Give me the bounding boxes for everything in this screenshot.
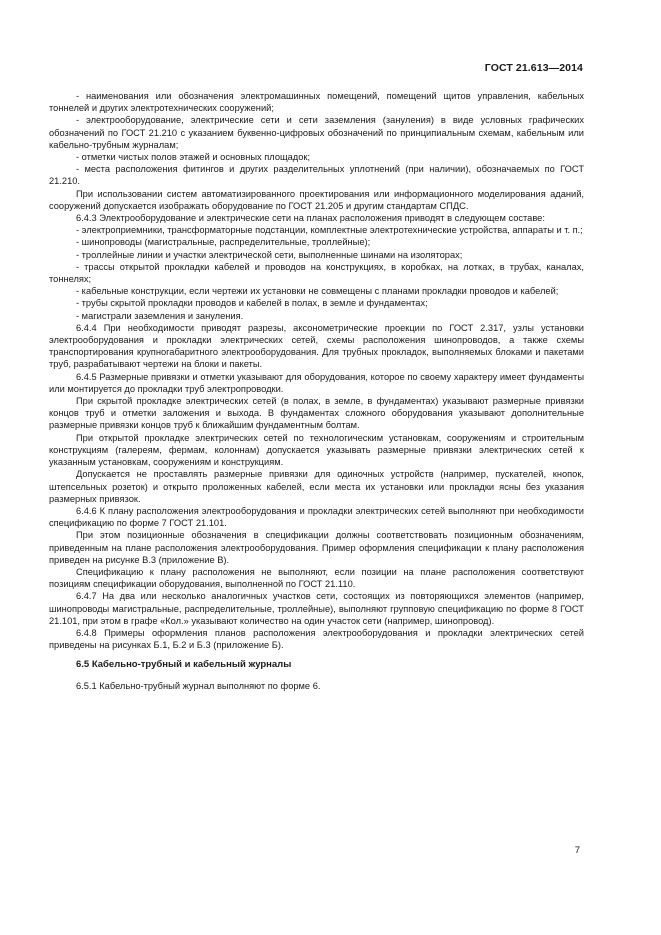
- paragraph: При использовании систем автоматизированного проектирования или информационного моделирования аданий, сооружений допускается изображать оборудование по ГОСТ 21.205 и другим стандартам СПДС.: [49, 188, 584, 211]
- list-item: - места расположения фитингов и других разделительных уплотнений (при наличии), обозначаемых по ГОСТ 21.210.: [49, 164, 584, 187]
- paragraph-6-4-5: 6.4.5 Размерные привязки и отметки указывают для оборудования, которое по своему характеру имеет фундаменты или монтируется до прокладки труб электропроводки.: [49, 371, 584, 394]
- list-item: - троллейные линии и участки электрической сети, выполненные шинами на изоляторах;: [76, 249, 463, 260]
- paragraph: При открытой прокладке электрических сетей по технологическим установкам, сооружениям и строительным конструкциям (галереям, фермам, колоннам) допускается указывать размерные привязки электрических сетей к указанным установкам, сооружениям и конструкциям.: [49, 432, 584, 468]
- section-heading: 6.5 Кабельно-трубный и кабельный журналы: [76, 659, 292, 671]
- paragraph-6-4-8: 6.4.8 Примеры оформления планов расположения электрооборудования и прокладки электрических сетей приведены на рисунках Б.1, Б.2 и Б.3 (приложение Б).: [49, 627, 584, 651]
- paragraph-6-4-3: 6.4.3 Электрооборудование и электрические сети на планах расположения приводят в следующем составе:: [76, 213, 545, 224]
- paragraph-6-5-1: 6.5.1 Кабельно-трубный журнал выполняют по форме 6.: [76, 680, 321, 691]
- list-item: - шинопроводы (магистральные, распределительные, троллейные);: [76, 237, 371, 248]
- list-item: - наименования или обозначения электромашинных помещений, помещений щитов управления, кабельных тоннелей и других электротехнических сооружений;: [49, 91, 584, 114]
- paragraph-6-4-4: 6.4.4 При необходимости приводят разрезы, аксонометрические проекции по ГОСТ 2.317, узлы установки электрооборудования и прокладки электрических сетей, схемы расположения шинопроводов, а также схемы транспортирования крупногабаритного электрооборудования. Для трубных прокладок, выполняемых блоками и пакетами труб, разрабатывают чертежи на блоки и пакеты.: [49, 322, 584, 370]
- paragraph: Спецификацию к плану расположения не выполняют, если позиции на плане расположения соответствуют позициям спецификации оборудования, выполненной по ГОСТ 21.110.: [49, 566, 584, 590]
- paragraph: Допускается не проставлять размерные привязки для одиночных устройств (например, пускателей, кнопок, штепсельных розеток) и открыто проложенных кабелей, если места их установки или прокладки ясны без указания размерных привязок.: [49, 469, 584, 504]
- paragraph: При скрытой прокладке электрических сетей (в полах, в земле, в фундаментах) указывают размерные привязки концов труб и отметки заложения и выхода. В фундаментах сложного оборудования указывают дополнительные размерные привязки концов труб к ближайшим фундаментным болтам.: [49, 396, 584, 431]
- list-item: - электроприемники, трансформаторные подстанции, комплектные электротехнические устройства, аппараты и т. п.;: [76, 225, 583, 236]
- document-code: ГОСТ 21.613—2014: [484, 62, 583, 74]
- paragraph: При этом позиционные обозначения в спецификации должны соответствовать позиционным обозначениям, приведенным на плане расположения электрооборудования. Пример оформления спецификации к плану расположения приведен на рисунке В.3 (приложение В).: [49, 530, 584, 565]
- list-item: - электрооборудование, электрические сети и сети заземления (зануления) в виде условных графических обозначений по ГОСТ 21.210 с указанием буквенно-цифровых обозначений по принципиальным схемам, кабельным или кабельно-трубным журналам;: [49, 115, 584, 150]
- list-item: - магистрали заземления и зануления.: [76, 310, 244, 321]
- page-body: [49, 90, 584, 692]
- paragraph-6-4-7: 6.4.7 На два или несколько аналогичных участков сети, состоящих из повторяющихся элементов (например, шинопроводы магистральные, распределительные, троллейные), выполняют групповую спецификацию по форме 8 ГОСТ 21.101, при этом в графе «Кол.» указывают количество на один участок сети (например, шинопровод).: [49, 591, 584, 626]
- list-item: - трубы скрытой прокладки проводов и кабелей в полах, в земле и фундаментах;: [76, 298, 428, 309]
- page-number: 7: [574, 845, 580, 856]
- list-item: - отметки чистых полов этажей и основных площадок;: [76, 152, 311, 163]
- list-item: - трассы открытой прокладки кабелей и проводов на конструкциях, в коробках, на лотках, в трубах, каналах, тоннелях;: [49, 261, 584, 285]
- paragraph-6-4-6: 6.4.6 К плану расположения электрооборудования и прокладки электрических сетей выполняют при необходимости спецификацию по форме 7 ГОСТ 21.101.: [49, 505, 584, 529]
- list-item: - кабельные конструкции, если чертежи их установки не совмещены с планами прокладки проводов и кабелей;: [76, 286, 559, 297]
